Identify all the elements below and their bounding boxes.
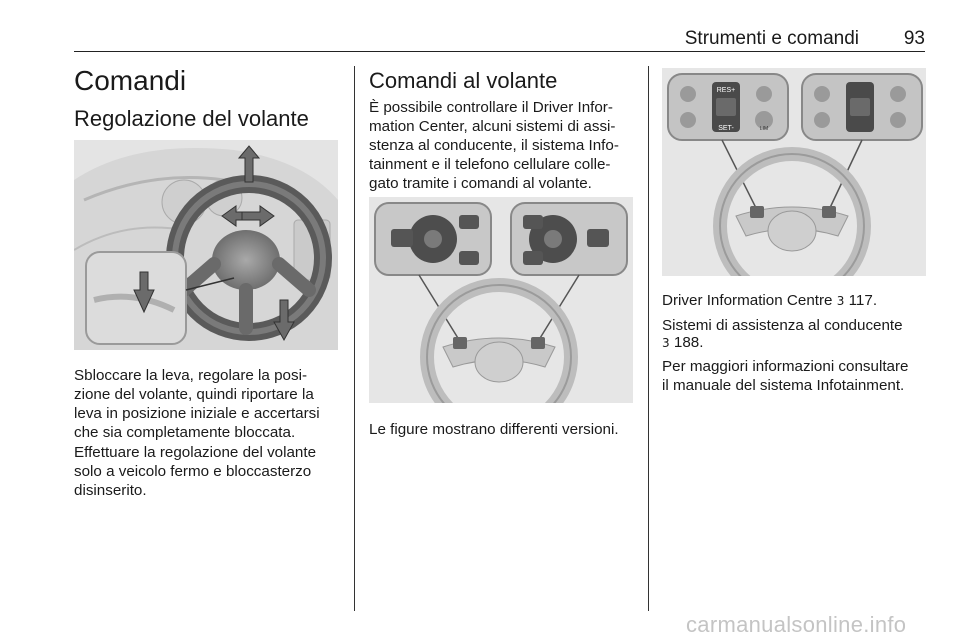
text-line: Per maggiori informazioni consultare (662, 358, 909, 375)
section-heading-wheel-controls: Comandi al volante (369, 68, 558, 93)
wheel-controls-figure-b (662, 68, 926, 276)
res-label: RES+ (716, 87, 736, 94)
chapter-heading: Comandi (74, 65, 187, 96)
text-line: Sbloccare la leva, regolare la posi- (74, 367, 307, 384)
text-line: mation Center, alcuni sistemi di assi- (369, 118, 616, 135)
steering-adjust-figure (74, 140, 338, 350)
col2-paragraph-1 (369, 98, 619, 193)
page-ref-icon: 3 (836, 294, 845, 308)
text-dic: Driver Information Centre (662, 292, 833, 309)
page-ref-icon: 3 (662, 336, 670, 350)
section-title: Strumenti e comandi (684, 28, 859, 49)
column-divider-2 (648, 66, 649, 611)
text-line: leva in posizione iniziale e accertarsi (74, 405, 320, 422)
page-number: 93 (903, 28, 925, 49)
set-label: SET- (718, 125, 734, 132)
text-line: zione del volante, quindi riportare la (74, 386, 314, 403)
col3-line-dic (662, 291, 877, 311)
header-rule (74, 51, 925, 52)
text-line: stenza al conducente, il sistema Info- (369, 137, 619, 154)
text-line: solo a veicolo fermo e bloccasterzo (74, 463, 312, 480)
text-line: tainment e il telefono cellulare colle- (369, 156, 611, 173)
text-line: Effettuare la regolazione del volante (74, 444, 317, 461)
watermark: carmanualsonline.info (686, 612, 907, 637)
text-line: disinserito. (74, 482, 147, 499)
page-ref-link-117[interactable]: 117. (848, 292, 878, 309)
col3-line-assist: Sistemi di assistenza al conducente (662, 317, 903, 334)
col3-paragraph-infotainment (662, 357, 909, 395)
col1-paragraph-1 (74, 366, 320, 442)
running-header (74, 28, 925, 50)
figure-caption: Le figure mostrano differenti versioni. (369, 421, 619, 438)
col1-paragraph-2 (74, 443, 316, 500)
wheel-controls-figure-a (369, 197, 633, 403)
page-ref-link-188[interactable]: 188. (673, 334, 704, 351)
lim-label: LIM (759, 126, 769, 132)
col3-line-assist-ref (662, 333, 703, 353)
text-line: gato tramite i comandi al volante. (369, 175, 592, 192)
section-heading-steering-adjust: Regolazione del volante (74, 106, 309, 131)
text-line: il manuale del sistema Infotainment. (662, 377, 905, 394)
text-line: È possibile controllare il Driver Infor- (369, 99, 613, 116)
text-line: che sia completamente bloccata. (74, 424, 296, 441)
column-divider-1 (354, 66, 355, 611)
